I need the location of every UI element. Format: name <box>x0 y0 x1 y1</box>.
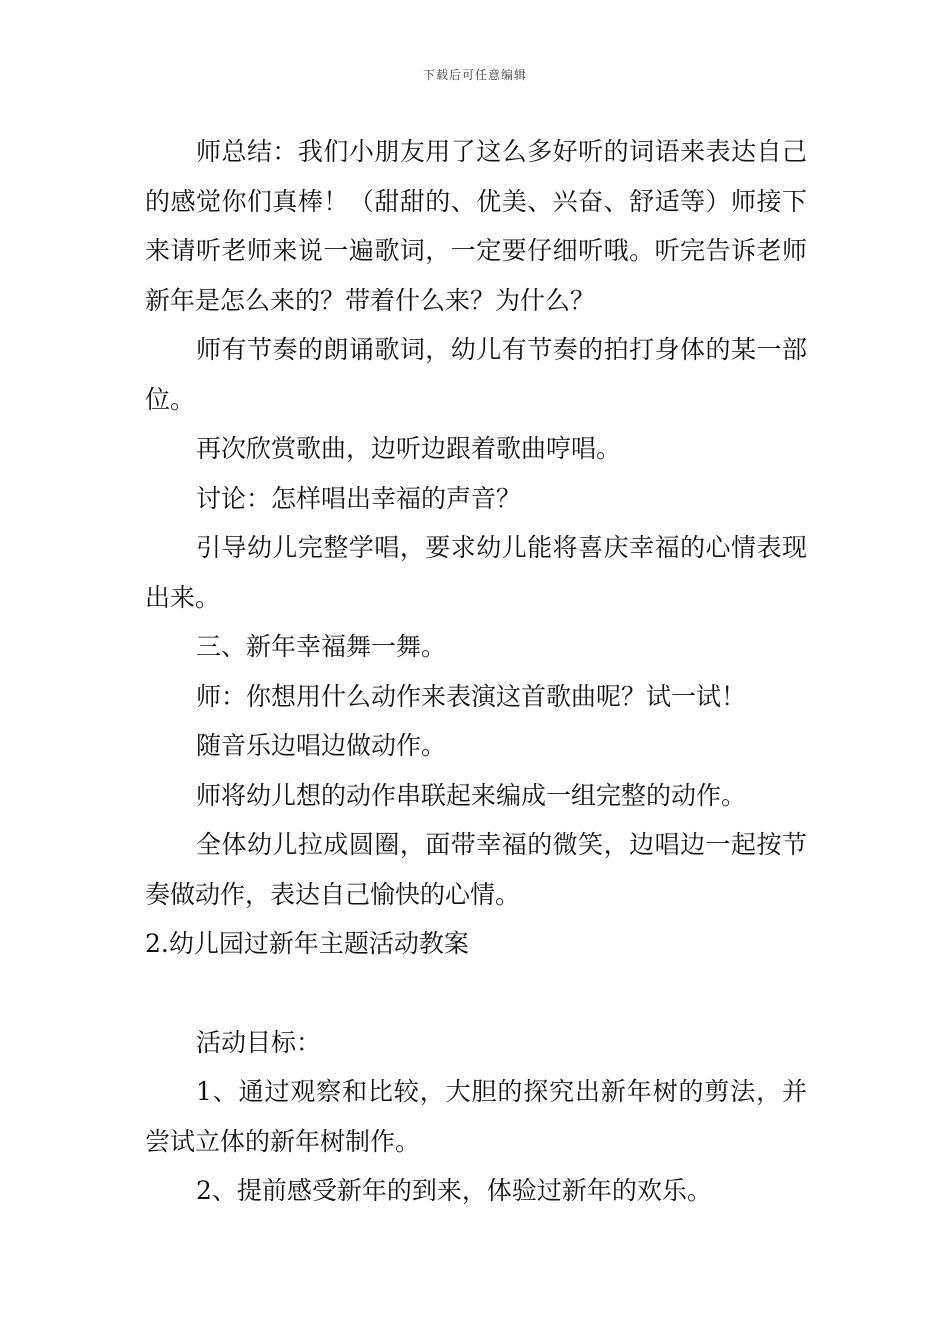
section-heading-dance: 三、新年幸福舞一舞。 <box>196 632 447 661</box>
section-title-lesson-plan: 2.幼儿园过新年主题活动教案 <box>145 929 469 958</box>
paragraph-objective-1: 1、通过观察和比较，大胆的探究出新年树的剪法，并尝试立体的新年树制作。 <box>145 1077 807 1156</box>
paragraph-objectives-label: 活动目标： <box>196 1027 322 1057</box>
document-body <box>145 127 807 1216</box>
paragraph-teacher-question: 师：你想用什么动作来表演这首歌曲呢？试一试！ <box>196 681 747 711</box>
paragraph-combine-moves: 师将幼儿想的动作串联起来编成一组完整的动作。 <box>196 780 747 810</box>
paragraph-discussion: 讨论：怎样唱出幸福的声音？ <box>196 483 522 513</box>
paragraph-teacher-summary: 师总结：我们小朋友用了这么多好听的词语来表达自己的感觉你们真棒！（甜甜的、优美、兴奋、舒适等）师接下来请听老师来说一遍歌词，一定要仔细听哦。听完告诉老师新年是怎么来的？带着什么来？为什么？ <box>145 137 807 315</box>
paragraph-objective-2: 2、提前感受新年的到来，体验过新年的欢乐。 <box>196 1176 712 1205</box>
paragraph-sing-and-move: 随音乐边唱边做动作。 <box>196 731 447 760</box>
page-header-note: 下载后可任意编辑 <box>422 68 527 82</box>
paragraph-circle-dance: 全体幼儿拉成圆圈，面带幸福的微笑，边唱边一起按节奏做动作，表达自己愉快的心情。 <box>145 830 807 909</box>
paragraph-rhythmic-recitation: 师有节奏的朗诵歌词，幼儿有节奏的拍打身体的某一部位。 <box>145 335 807 414</box>
paragraph-guide-singing: 引导幼儿完整学唱，要求幼儿能将喜庆幸福的心情表现出来。 <box>145 533 807 612</box>
paragraph-listen-again: 再次欣赏歌曲，边听边跟着歌曲哼唱。 <box>196 434 622 463</box>
